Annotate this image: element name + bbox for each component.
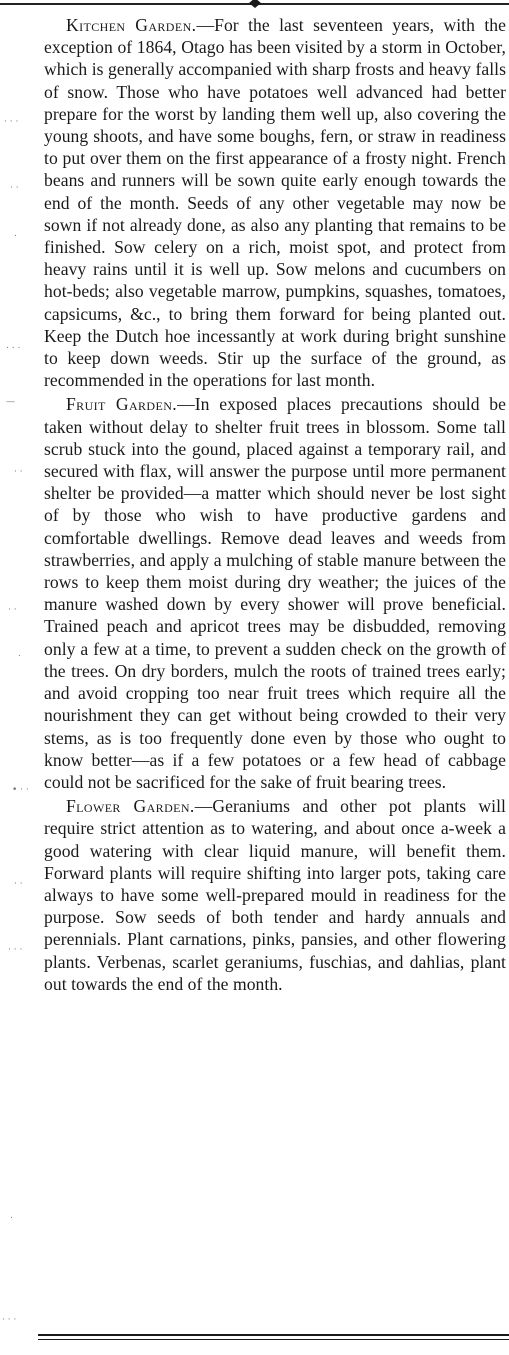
margin-speck: · · — [14, 467, 23, 477]
margin-speck: · · · — [8, 945, 23, 955]
margin-speck: . — [14, 229, 17, 239]
margin-speck: · · · — [4, 117, 19, 127]
margin-speck: . — [18, 649, 21, 659]
margin-speck: • · · — [12, 785, 29, 795]
article-column — [44, 14, 506, 995]
bottom-rule-thin — [38, 1339, 509, 1340]
fruit-garden-body: —In exposed places precautions should be taken without delay to shelter fruit trees in blossom. Some tall scrub stuck into the gound, placed against a temporary rail, and secured with flax, will answer the purpose until more permanent shelter be provided—a matter which should never be lost sight of by those who wish to have productive gardens and comfortable dwellings. Remove dead leaves and weeds from strawberries, and apply a mulching of stable manure between the rows to keep them moist during dry weather; the juices of the manure washed down by every shower will prove beneficial. Trained peach and apricot trees may be disbudded, removing only a few at a time, to prevent a sudden check on the growth of the trees. On dry borders, mulch the roots of trained trees early; and avoid cropping too near fruit trees which require all the nourishment they can get without being crowded to their very stems, as is too frequently done even by those who ought to know better—as if a few potatoes or a few head of cabbage could not be sacrificed for the sake of fruit bearing trees. — [44, 394, 506, 792]
fruit-garden-heading: Fruit Garden. — [66, 394, 178, 415]
margin-speck: · · — [14, 879, 23, 889]
margin-speck: . — [10, 1211, 13, 1221]
margin-speck: — — [6, 397, 15, 407]
margin-speck: . . . — [6, 341, 21, 351]
bottom-rule — [38, 1334, 509, 1336]
kitchen-garden-heading: Kitchen Garden. — [66, 15, 197, 35]
diamond-ornament-icon — [237, 0, 273, 8]
flower-garden-body: —Geraniums and other pot plants will require strict attention as to watering, and about once a-week a good watering with clear liquid manure, will benefit them. Forward plants will require shifting into larger pots, taking care always to have some well-prepared mould in readiness for the purpose. Sow seeds of both tender and hardy annuals and perennials. Plant carnations, pinks, pansies, and other flowering plants. Verbenas, scarlet geraniums, fuschias, and dahlias, plant out towards the end of the month. — [44, 796, 506, 994]
flower-garden-heading: Flower Garden. — [66, 796, 195, 817]
margin-speck: · · · — [2, 1315, 17, 1325]
margin-speck: · · — [10, 183, 19, 193]
margin-speck: · · — [8, 605, 17, 615]
fruit-garden-paragraph — [44, 393, 506, 793]
kitchen-garden-body: —For the last seventeen years, with the exception of 1864, Otago has been visited by a storm in October, which is generally accompanied with sharp frosts and heavy falls of snow. Those who have potatoes well advanced had better prepare for the worst by landing them well up, also covering the young shoots, and have some boughs, fern, or straw in readiness to put over them on the first appearance of a frosty night. French beans and runners will be sown quite early enough towards the end of the month. Seeds of any other vegetable may now be sown if not already done, as also any planting that remains to be finished. Sow celery on a rich, moist spot, and protect from heavy rains until it is well up. Sow melons and cucumbers on hot-beds; also vegetable marrow, pumpkins, squashes, tomatoes, capsicums, &c., to bring them forward for being planted out. Keep the Dutch hoe incessantly at work during bright sunshine to keep down weeds. Stir up the surface of the ground, as recommended in the operations for last month. — [44, 15, 506, 391]
flower-garden-paragraph — [44, 795, 506, 995]
kitchen-garden-paragraph — [44, 14, 506, 391]
